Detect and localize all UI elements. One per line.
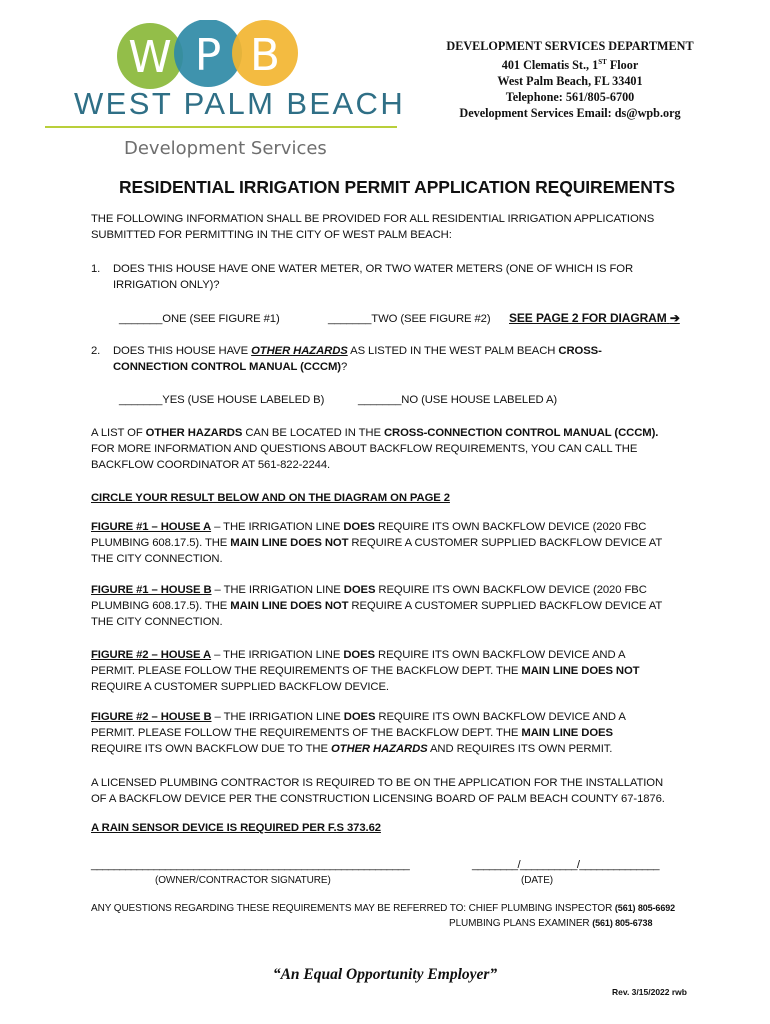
inspector-phone: (561) 805-6692 <box>614 903 676 913</box>
hazard-note-line-2: FOR MORE INFORMATION AND QUESTIONS ABOUT BACKFLOW REQUIREMENTS, YOU CAN CALL THE <box>91 443 638 455</box>
intro-line-2: SUBMITTED FOR PERMITTING IN THE CITY OF WEST PALM BEACH: <box>91 229 452 241</box>
signature-line[interactable]: ________________________________________________________ <box>91 859 410 871</box>
logo-city-name: WEST PALM BEACH <box>74 86 406 121</box>
dept-city: West Palm Beach, FL 33401 <box>497 74 643 89</box>
hazard-note-line-3: BACKFLOW COORDINATOR AT 561-822-2244. <box>91 459 331 471</box>
logo-letter-w: W <box>128 32 172 83</box>
dept-email: Development Services Email: ds@wpb.org <box>459 106 681 121</box>
intro-line-1: THE FOLLOWING INFORMATION SHALL BE PROVIDED FOR ALL RESIDENTIAL IRRIGATION APPLICATIONS <box>91 213 655 225</box>
fig1b-line-1: FIGURE #1 – HOUSE B – THE IRRIGATION LINE DOES REQUIRE ITS OWN BACKFLOW DEVICE (2020 FBC <box>91 584 647 596</box>
q1-line-2: IRRIGATION ONLY)? <box>113 279 220 291</box>
date-line[interactable]: ________/__________/______________ <box>472 859 659 871</box>
fig2a-line-3: REQUIRE A CUSTOMER SUPPLIED BACKFLOW DEVICE. <box>91 681 389 693</box>
circle-instruction: CIRCLE YOUR RESULT BELOW AND ON THE DIAGRAM ON PAGE 2 <box>91 492 450 504</box>
q1-number: 1. <box>91 263 101 275</box>
page-title: RESIDENTIAL IRRIGATION PERMIT APPLICATION REQUIREMENTS <box>119 177 675 197</box>
dept-street: 401 Clematis St., 1ST Floor <box>501 58 639 73</box>
contractor-line-2: OF A BACKFLOW DEVICE PER THE CONSTRUCTION LICENSING BOARD OF PALM BEACH COUNTY 67-1876. <box>91 793 665 805</box>
date-label: (DATE) <box>521 875 553 886</box>
q1-option-one[interactable]: _______ONE (SEE FIGURE #1) <box>119 313 280 325</box>
revision-date: Rev. 3/15/2022 rwb <box>612 987 687 997</box>
fig2a-line-1: FIGURE #2 – HOUSE A – THE IRRIGATION LINE DOES REQUIRE ITS OWN BACKFLOW DEVICE AND A <box>91 649 626 661</box>
questions-line-2: PLUMBING PLANS EXAMINER (561) 805-6738 <box>449 918 653 929</box>
q2-option-no[interactable]: _______NO (USE HOUSE LABELED A) <box>358 394 558 406</box>
logo-letter-b: B <box>249 30 281 81</box>
arrow-right-icon: ➔ <box>669 311 680 325</box>
fig1b-line-3: THE CITY CONNECTION. <box>91 616 223 628</box>
dept-phone: Telephone: 561/805-6700 <box>505 90 635 105</box>
logo-letter-p: P <box>194 30 222 81</box>
q2-line-1: DOES THIS HOUSE HAVE OTHER HAZARDS AS LISTED IN THE WEST PALM BEACH CROSS- <box>113 345 602 357</box>
q2-line-2: CONNECTION CONTROL MANUAL (CCCM)? <box>113 361 348 373</box>
see-diagram-link: SEE PAGE 2 FOR DIAGRAM ➔ <box>509 311 680 325</box>
fig1b-line-2: PLUMBING 608.17.5). THE MAIN LINE DOES NOT REQUIRE A CUSTOMER SUPPLIED BACKFLOW DEVICE AT <box>91 600 663 612</box>
logo-divider <box>45 126 397 128</box>
questions-line-1: ANY QUESTIONS REGARDING THESE REQUIREMENTS MAY BE REFERRED TO: CHIEF PLUMBING INSPECTOR (561) 805-6692 <box>91 903 676 914</box>
rain-sensor-note: A RAIN SENSOR DEVICE IS REQUIRED PER F.S 373.62 <box>91 822 381 834</box>
fig1a-line-1: FIGURE #1 – HOUSE A – THE IRRIGATION LINE DOES REQUIRE ITS OWN BACKFLOW DEVICE (2020 FBC <box>91 521 647 533</box>
fig2b-line-3: REQUIRE ITS OWN BACKFLOW DUE TO THE OTHER HAZARDS AND REQUIRES ITS OWN PERMIT. <box>91 743 613 755</box>
logo-subtitle: Development Services <box>124 138 327 159</box>
q1-option-two[interactable]: _______TWO (SEE FIGURE #2) <box>328 313 491 325</box>
fig2b-line-2: PERMIT. PLEASE FOLLOW THE REQUIREMENTS OF THE BACKFLOW DEPT. THE MAIN LINE DOES <box>91 727 613 739</box>
examiner-phone: (561) 805-6738 <box>592 918 653 928</box>
fig1a-line-3: THE CITY CONNECTION. <box>91 553 223 565</box>
contractor-line-1: A LICENSED PLUMBING CONTRACTOR IS REQUIRED TO BE ON THE APPLICATION FOR THE INSTALLATION <box>91 777 664 789</box>
q2-number: 2. <box>91 345 101 357</box>
q1-line-1: DOES THIS HOUSE HAVE ONE WATER METER, OR TWO WATER METERS (ONE OF WHICH IS FOR <box>113 263 634 275</box>
dept-name: DEVELOPMENT SERVICES DEPARTMENT <box>446 39 694 53</box>
q2-option-yes[interactable]: _______YES (USE HOUSE LABELED B) <box>119 394 325 406</box>
fig2a-line-2: PERMIT. PLEASE FOLLOW THE REQUIREMENTS OF THE BACKFLOW DEPT. THE MAIN LINE DOES NOT <box>91 665 640 677</box>
fig2b-line-1: FIGURE #2 – HOUSE B – THE IRRIGATION LINE DOES REQUIRE ITS OWN BACKFLOW DEVICE AND A <box>91 711 626 723</box>
hazard-note-line-1: A LIST OF OTHER HAZARDS CAN BE LOCATED IN THE CROSS-CONNECTION CONTROL MANUAL (CCCM). <box>91 427 659 439</box>
department-address <box>420 38 720 121</box>
equal-opportunity-footer: “An Equal Opportunity Employer” <box>272 966 498 983</box>
signature-label: (OWNER/CONTRACTOR SIGNATURE) <box>155 875 331 886</box>
fig1a-line-2: PLUMBING 608.17.5). THE MAIN LINE DOES NOT REQUIRE A CUSTOMER SUPPLIED BACKFLOW DEVICE AT <box>91 537 663 549</box>
